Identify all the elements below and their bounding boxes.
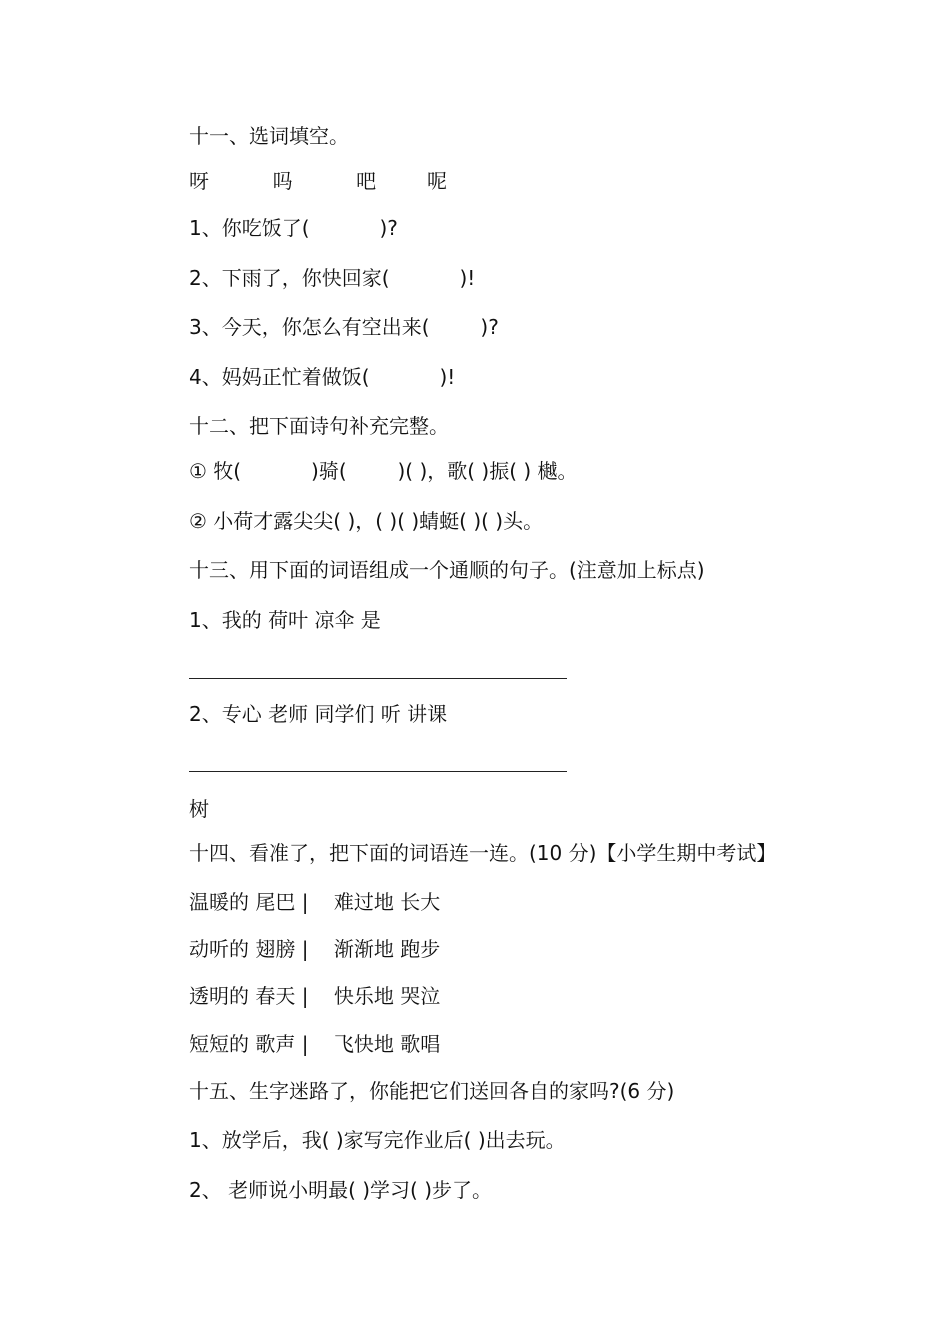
word-bank: 呀 吗 吧 呢 bbox=[189, 169, 448, 193]
question-15-1: 1、放学后，我( )家写完作业后( )出去玩。 bbox=[189, 1128, 566, 1152]
section-12-title: 十二、把下面诗句补充完整。 bbox=[189, 414, 449, 438]
question-15-2: 2、 老师说小明最( )学习( )步了。 bbox=[189, 1178, 493, 1202]
answer-line-1 bbox=[189, 678, 567, 679]
question-13-1: 1、我的 荷叶 凉伞 是 bbox=[189, 608, 381, 632]
matching-row: 短短的 歌声 | 飞快地 歌唱 bbox=[189, 1032, 441, 1056]
matching-row: 动听的 翅膀 | 渐渐地 跑步 bbox=[189, 937, 441, 961]
stray-character: 树 bbox=[189, 797, 209, 821]
question-11-3: 3、今天，你怎么有空出来( )? bbox=[189, 315, 499, 339]
section-14-title: 十四、看准了，把下面的词语连一连。(10 分)【小学生期中考试】 bbox=[189, 841, 777, 865]
section-13-title: 十三、用下面的词语组成一个通顺的句子。(注意加上标点) bbox=[189, 558, 705, 582]
matching-row: 温暖的 尾巴 | 难过地 长大 bbox=[189, 890, 441, 914]
question-11-2: 2、下雨了，你快回家( )! bbox=[189, 266, 476, 290]
question-12-2: ② 小荷才露尖尖( )，( )( )蜻蜓( )( )头。 bbox=[189, 509, 544, 533]
matching-row: 透明的 春天 | 快乐地 哭泣 bbox=[189, 984, 441, 1008]
question-11-1: 1、你吃饭了( )? bbox=[189, 216, 398, 240]
section-15-title: 十五、生字迷路了，你能把它们送回各自的家吗?(6 分) bbox=[189, 1079, 675, 1103]
answer-line-2 bbox=[189, 771, 567, 772]
section-11-title: 十一、选词填空。 bbox=[189, 124, 349, 148]
question-11-4: 4、妈妈正忙着做饭( )! bbox=[189, 365, 456, 389]
question-13-2: 2、专心 老师 同学们 听 讲课 bbox=[189, 702, 448, 726]
question-12-1: ① 牧( )骑( )( )，歌( )振( ) 樾。 bbox=[189, 459, 578, 483]
